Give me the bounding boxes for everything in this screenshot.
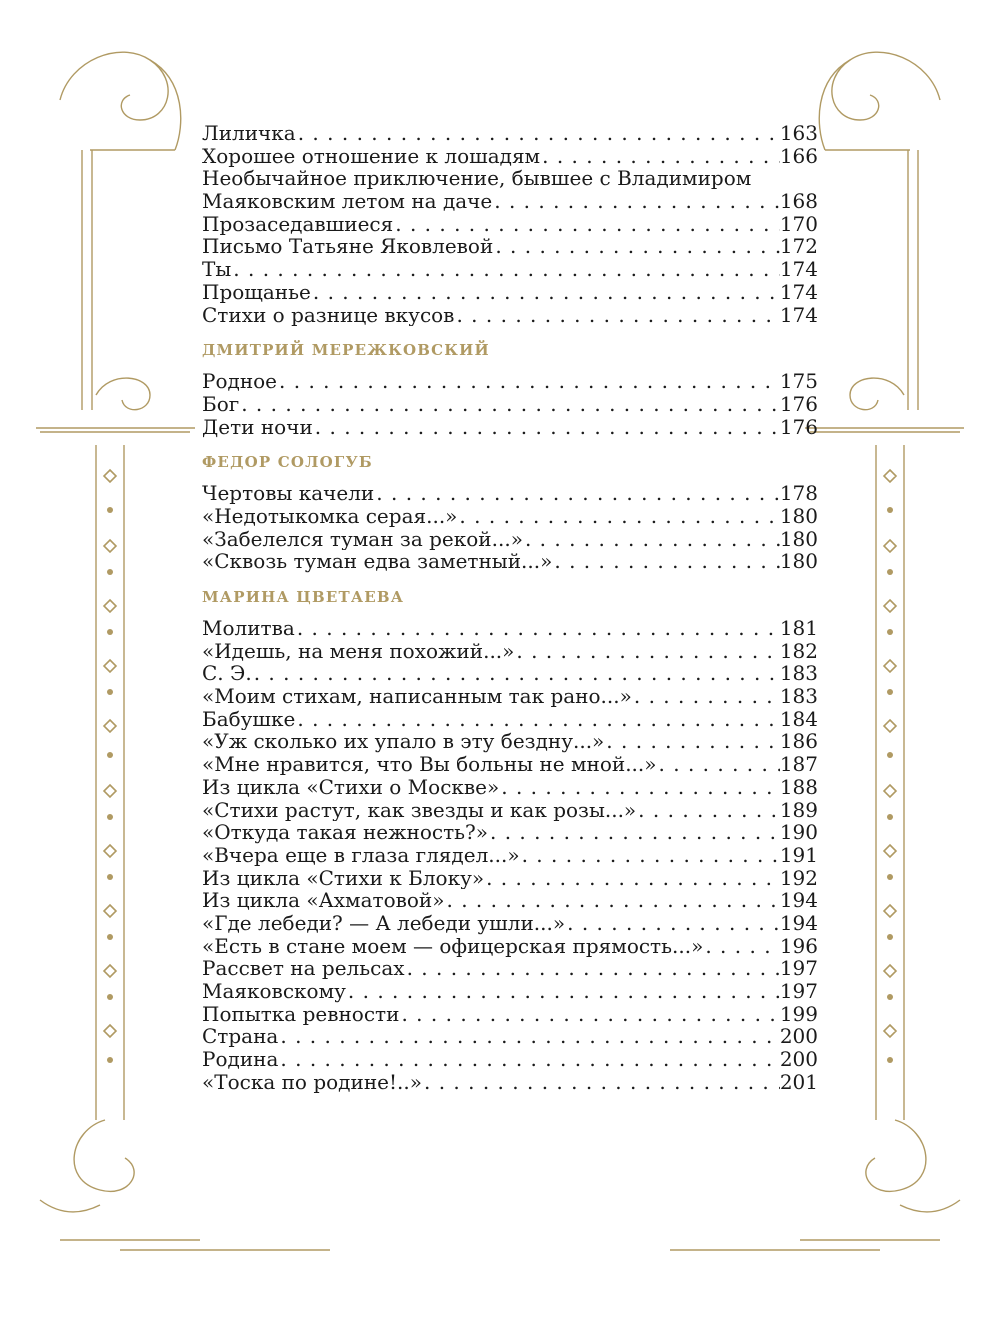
toc-entry-page: 181 [779, 617, 818, 640]
toc-entry-title: Бог [202, 392, 240, 416]
toc-dot-leader [457, 505, 779, 528]
toc-dot-leader [296, 122, 780, 145]
toc-dot-leader [604, 730, 780, 753]
toc-entry-page: 197 [779, 957, 818, 980]
toc-entry-title: «Идешь, на меня похожий...» [202, 639, 515, 663]
toc-entry-title: «Мне нравится, что Вы больны не мной...» [202, 753, 657, 776]
toc-entry[interactable] [202, 867, 818, 890]
toc-entry-title: Ты [202, 258, 232, 281]
toc-entry-page: 174 [779, 303, 818, 327]
toc-entry-page: 183 [779, 685, 818, 708]
toc-dot-leader [422, 1071, 780, 1094]
toc-dot-leader [454, 304, 779, 327]
toc-dot-leader [523, 528, 780, 551]
toc-dot-leader [399, 1003, 779, 1026]
toc-dot-leader [277, 370, 780, 393]
toc-dot-leader [295, 617, 780, 640]
toc-entry[interactable] [202, 662, 818, 685]
toc-dot-leader [657, 753, 780, 776]
toc-entry-title: «Вчера еще в глаза глядел...» [202, 843, 520, 867]
toc-entry-title: Родное [202, 370, 278, 393]
toc-entry-title: Хорошее отношение к лошадям [202, 144, 541, 168]
toc-dot-leader [313, 416, 780, 439]
toc-entry[interactable] [202, 550, 818, 573]
toc-entry-page: 197 [779, 980, 818, 1003]
toc-dot-leader [393, 213, 780, 236]
toc-entry-title: Родина [202, 1048, 279, 1071]
toc-entry-page: 187 [779, 753, 818, 776]
toc-dot-leader [632, 685, 780, 708]
toc-entry[interactable] [202, 416, 818, 439]
toc-entry-title: «Тоска по родине!..» [202, 1070, 422, 1094]
author-heading: ДМИТРИЙ МЕРЕЖКОВСКИЙ [202, 341, 490, 360]
toc-entry-title: Чертовы качели [202, 482, 375, 505]
toc-entry[interactable] [202, 1048, 818, 1071]
toc-entry-page: 194 [779, 889, 818, 912]
toc-entry[interactable] [202, 1003, 818, 1026]
toc-entry[interactable] [202, 844, 818, 867]
toc-dot-leader [445, 889, 780, 912]
toc-entry-page: 200 [779, 1025, 818, 1049]
toc-entry[interactable] [202, 799, 818, 822]
toc-entry-title: Страна [202, 1025, 279, 1049]
toc-entry[interactable] [202, 482, 818, 505]
toc-entry[interactable] [202, 190, 818, 213]
left-column-outline [82, 150, 124, 1120]
toc-entry-page: 180 [779, 527, 818, 551]
toc-entry[interactable] [202, 145, 818, 168]
toc-entry-page: 194 [779, 911, 818, 935]
toc-dot-leader [278, 1048, 779, 1071]
toc-entry-title: Молитва [202, 617, 295, 640]
toc-dot-leader [492, 190, 780, 213]
toc-entry-title: Рассвет на рельсах [202, 957, 405, 980]
toc-entry-page: 189 [779, 798, 818, 822]
toc-entry-title: Маяковскому [202, 980, 346, 1003]
author-heading: МАРИНА ЦВЕТАЕВА [202, 588, 405, 606]
toc-entry-page: 170 [779, 212, 818, 236]
toc-dot-leader [484, 867, 780, 890]
toc-dot-leader [346, 980, 780, 1003]
toc-entry-title: С. Э. [202, 662, 252, 686]
toc-dot-leader [488, 821, 780, 844]
toc-entry-page: 182 [779, 639, 818, 663]
toc-entry-page: 163 [779, 122, 818, 145]
toc-entry-page: 168 [779, 190, 818, 213]
toc-entry-title: Прощанье [202, 280, 311, 304]
toc-dot-leader [636, 799, 780, 822]
toc-entry[interactable] [202, 505, 818, 528]
toc-dot-leader [374, 482, 780, 505]
toc-entry-title: «Откуда такая нежность?» [202, 821, 488, 844]
toc-entry-page: 174 [779, 258, 818, 281]
toc-dot-leader [239, 393, 780, 416]
toc-entry-title: Дети ночи [202, 415, 313, 439]
toc-entry-title: Стихи о разнице вкусов [202, 303, 455, 327]
toc-entry-page: 192 [779, 866, 818, 890]
toc-entry-page: 184 [779, 707, 818, 731]
toc-entry[interactable] [202, 935, 818, 958]
toc-dot-leader [514, 640, 779, 663]
toc-entry[interactable] [202, 730, 818, 753]
toc-entry-title: «Сквозь туман едва заметный...» [202, 550, 553, 573]
toc-dot-leader [278, 1025, 779, 1048]
toc-entry[interactable] [202, 258, 818, 281]
toc-entry[interactable] [202, 776, 818, 799]
toc-entry-title: «Забелелся туман за рекой...» [202, 527, 523, 551]
toc-entry-page: 166 [779, 144, 818, 168]
toc-dot-leader [493, 235, 780, 258]
toc-entry[interactable] [202, 370, 818, 393]
toc-entry-page: 176 [779, 415, 818, 439]
toc-entry[interactable] [202, 640, 818, 663]
toc-entry-page: 200 [779, 1048, 818, 1071]
toc-entry-page: 190 [779, 821, 818, 844]
toc-dot-leader [552, 550, 779, 573]
toc-entry-page: 199 [779, 1002, 818, 1026]
toc-entry-title: «Стихи растут, как звезды и как розы...» [202, 798, 637, 822]
toc-entry[interactable] [202, 912, 818, 935]
toc-entry[interactable] [202, 304, 818, 327]
right-column-outline [876, 150, 918, 1120]
toc-entry-title: Маяковским летом на даче [202, 190, 493, 213]
toc-dot-leader [703, 935, 779, 958]
toc-entry[interactable] [202, 528, 818, 551]
toc-entry-title: Попытка ревности [202, 1002, 400, 1026]
toc-entry-page: 180 [779, 550, 818, 573]
toc-entry-title: «Недотыкомка серая...» [202, 504, 458, 528]
toc-entry-title: Лиличка [202, 122, 296, 145]
toc-entry-title: «Уж сколько их упало в эту бездну...» [202, 730, 605, 754]
toc-entry-page: 191 [779, 843, 818, 867]
toc-entry[interactable] [202, 1071, 818, 1094]
table-of-contents [202, 122, 818, 1093]
toc-entry-title: Из цикла «Стихи о Москве» [202, 775, 500, 799]
toc-dot-leader [540, 145, 780, 168]
toc-entry-page: 186 [779, 730, 818, 754]
toc-entry[interactable] [202, 617, 818, 640]
toc-entry-title: «Где лебеди? — А лебеди ушли...» [202, 911, 566, 935]
toc-entry[interactable] [202, 213, 818, 236]
toc-entry-title: Необычайное приключение, бывшее с Владимиром [202, 167, 752, 191]
toc-entry-title: Бабушке [202, 707, 296, 731]
toc-dot-leader [405, 957, 780, 980]
toc-entry[interactable] [202, 122, 818, 145]
toc-entry[interactable] [202, 957, 818, 980]
toc-entry-page: 180 [779, 504, 818, 528]
toc-entry[interactable] [202, 281, 818, 304]
toc-entry[interactable] [202, 753, 818, 776]
author-heading: ФЕДОР СОЛОГУБ [202, 453, 373, 472]
toc-entry[interactable] [202, 235, 818, 258]
toc-dot-leader [565, 912, 780, 935]
toc-entry[interactable] [202, 708, 818, 731]
toc-dot-leader [520, 844, 780, 867]
toc-entry[interactable] [202, 393, 818, 416]
toc-entry[interactable] [202, 685, 818, 708]
toc-entry-page: 188 [779, 775, 818, 799]
toc-entry[interactable] [202, 889, 818, 912]
toc-entry[interactable] [202, 1025, 818, 1048]
toc-dot-leader [252, 662, 780, 685]
toc-entry-page: 172 [779, 235, 818, 259]
toc-entry-page: 196 [779, 934, 818, 958]
toc-dot-leader [499, 776, 780, 799]
toc-entry-title: «Есть в стане моем — офицерская прямость...» [202, 934, 704, 958]
toc-entry-title: Из цикла «Стихи к Блоку» [202, 866, 485, 890]
toc-entry[interactable] [202, 167, 818, 190]
toc-dot-leader [231, 258, 780, 281]
toc-entry-title: Письмо Татьяне Яковлевой [202, 235, 494, 259]
toc-dot-leader [295, 708, 779, 731]
toc-entry-page: 201 [779, 1070, 818, 1094]
toc-entry-page: 175 [779, 370, 818, 393]
toc-entry-page: 174 [779, 280, 818, 304]
toc-entry-page: 183 [779, 662, 818, 686]
toc-entry-title: Прозаседавшиеся [202, 212, 394, 236]
toc-entry-title: Из цикла «Ахматовой» [202, 889, 445, 912]
toc-entry[interactable] [202, 980, 818, 1003]
toc-dot-leader [311, 281, 780, 304]
toc-entry-page: 176 [779, 392, 818, 416]
toc-entry-title: «Моим стихам, написанным так рано...» [202, 685, 632, 708]
toc-entry[interactable] [202, 821, 818, 844]
toc-entry-page: 178 [779, 482, 818, 505]
